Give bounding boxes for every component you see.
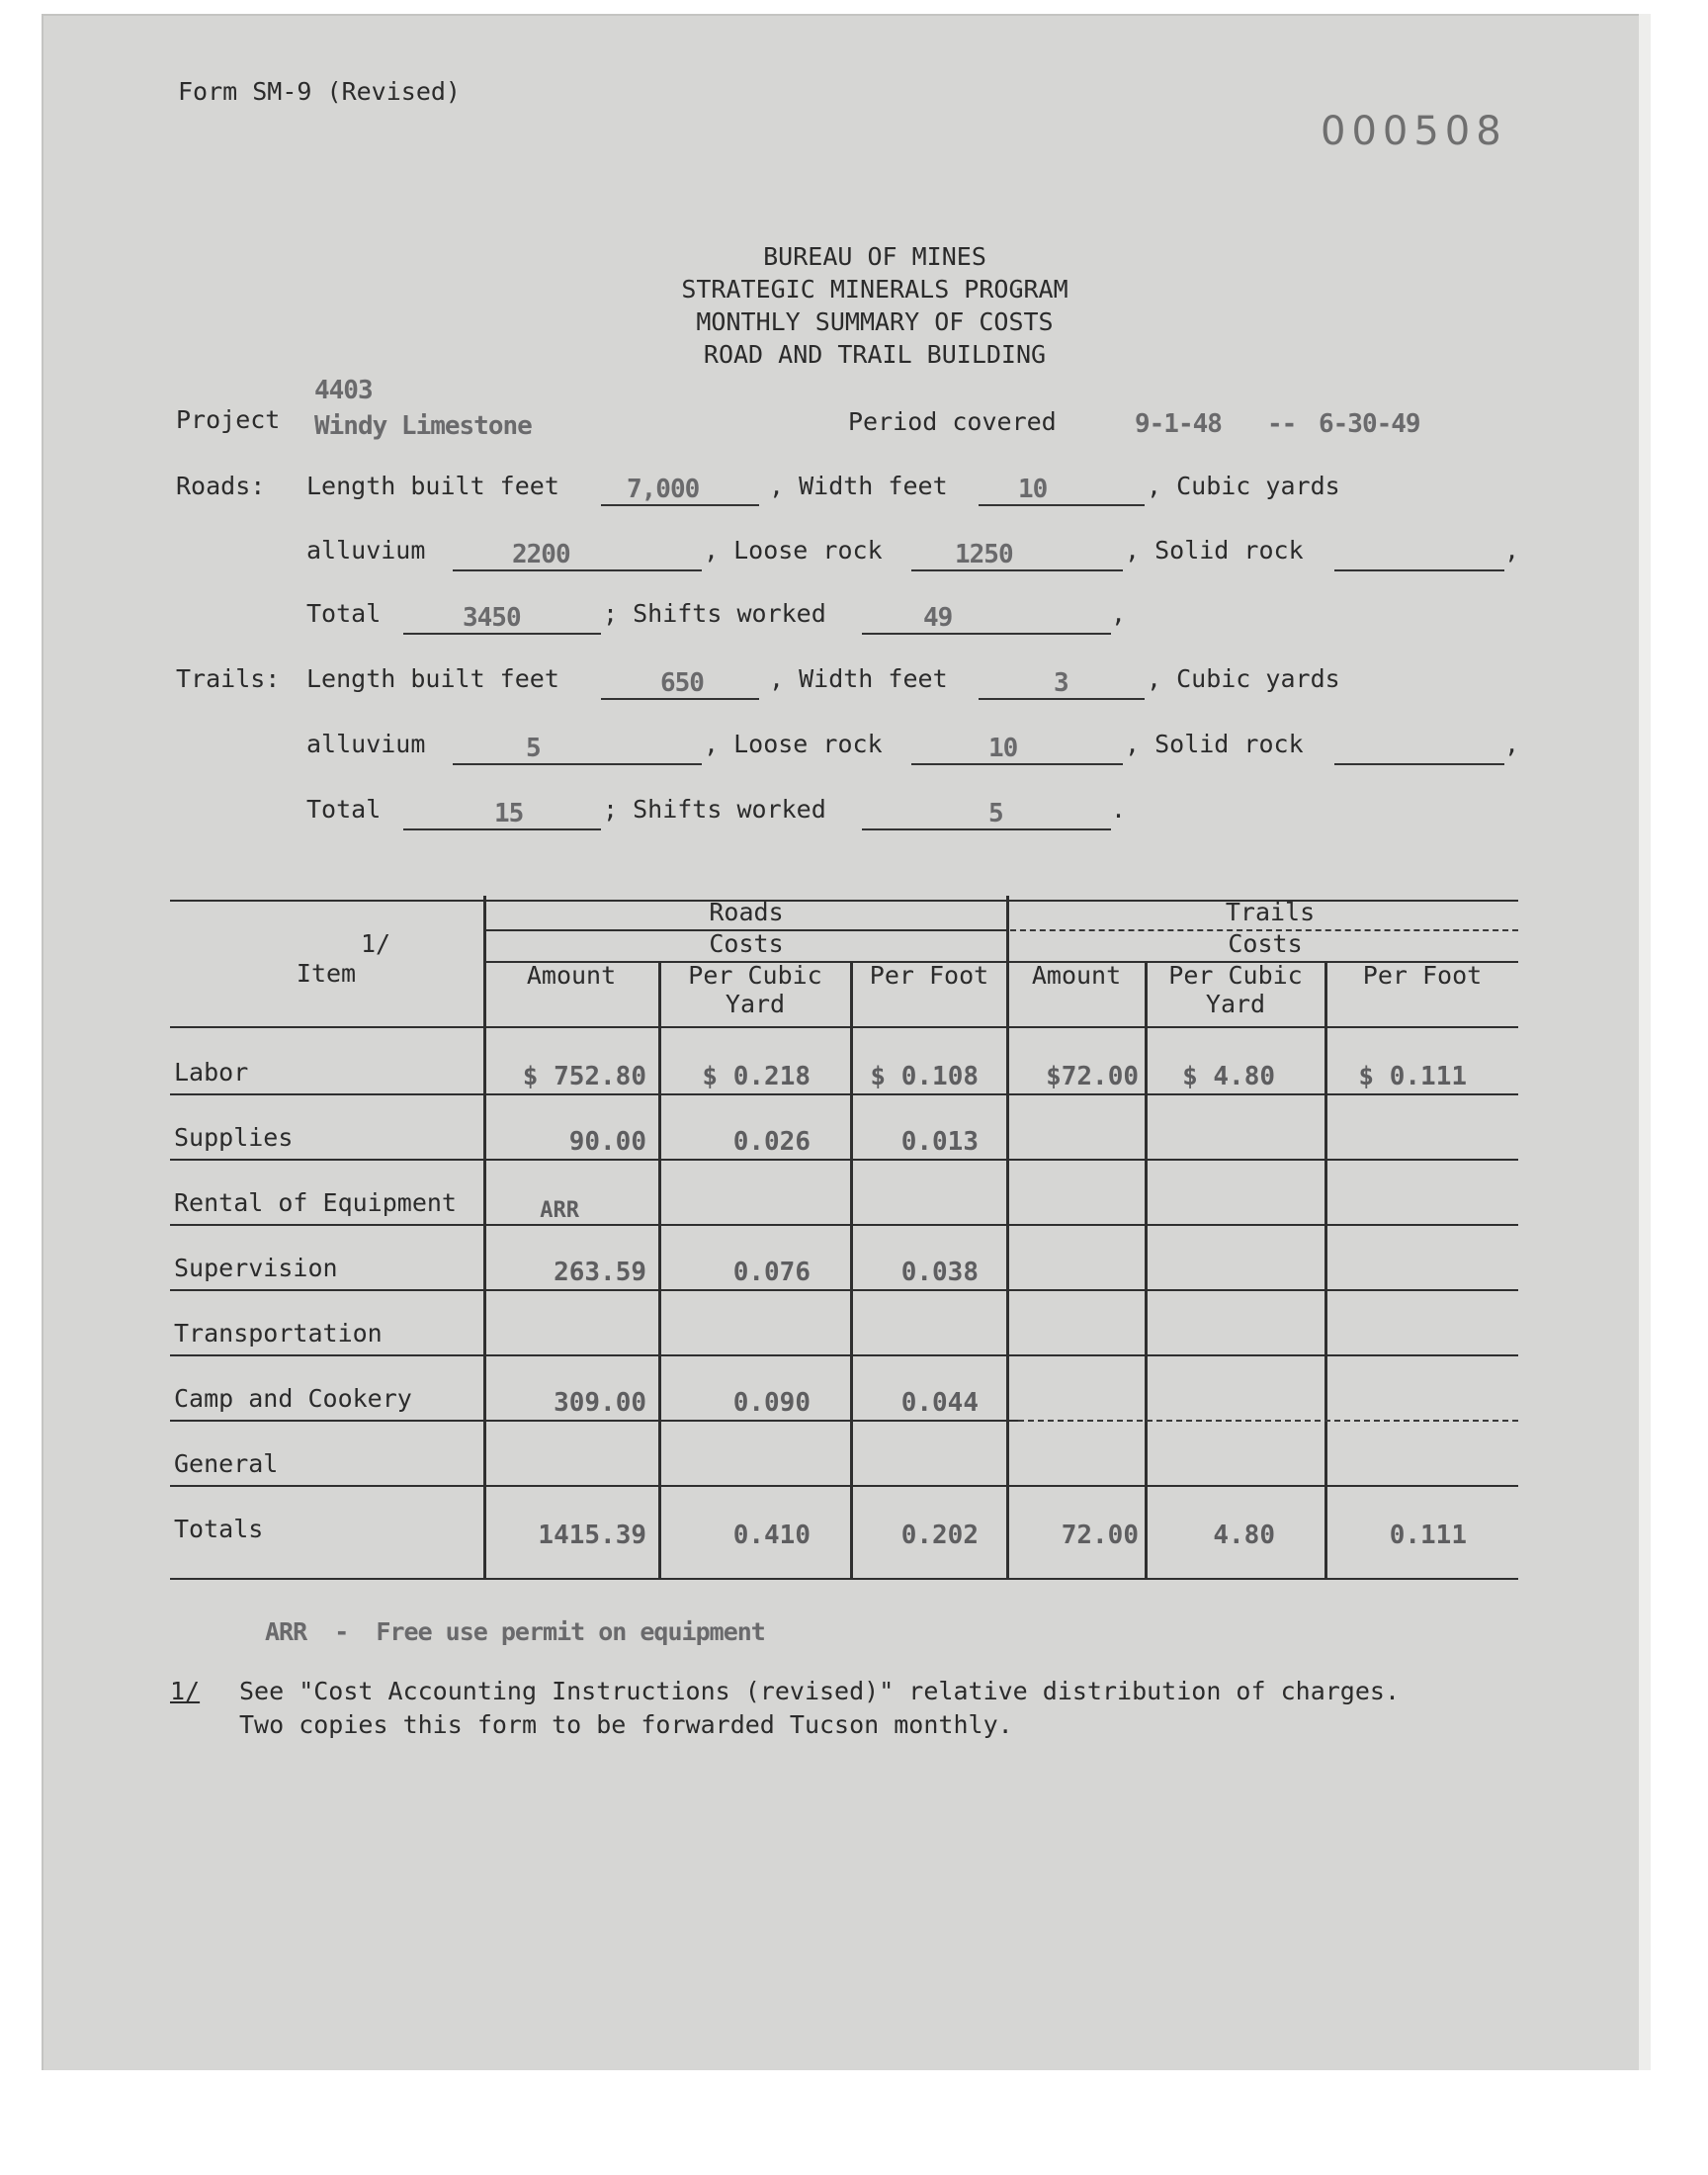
footnote-mark: 1/ [170,1677,201,1705]
row-totals-roads-cy: 0.410 [732,1521,811,1550]
trails-solid-line [1334,763,1504,765]
row-labor-roads-cy: $ 0.218 [702,1062,811,1091]
row-supplies-roads-ft: 0.013 [900,1127,979,1157]
roads-length-value: 7,000 [627,475,700,504]
row-rule [170,1354,1518,1356]
row-labor-roads-amount: $ 752.80 [522,1062,646,1091]
trails-total-line [403,828,601,830]
row-item-supplies: Supplies [174,1123,294,1152]
trails-total-value: 15 [494,799,524,828]
roads-shifts-line [862,633,1111,635]
trails-shifts-value: 5 [988,799,1003,828]
trails-end-mark: . [1111,795,1127,824]
arr-note: ARR - Free use permit on equipment [265,1617,765,1646]
trails-solid-label: , Solid rock [1125,730,1304,758]
roads-loose-line [911,569,1123,571]
roads-solid-label: , Solid rock [1125,536,1304,565]
stamp-number: 000508 [1321,109,1507,154]
trails-width-value: 3 [1054,668,1068,698]
trails-solid-comma: , [1504,730,1520,758]
row-supervision-roads-amount: 263.59 [554,1258,646,1287]
roads-width-value: 10 [1018,475,1048,504]
row-item-rental: Rental of Equipment [174,1188,457,1217]
row-rule [170,1420,1018,1422]
roads-total-label: Total [306,599,382,628]
row-rule [170,1093,1518,1095]
trails-alluvium-value: 5 [526,734,541,763]
row-item-camp: Camp and Cookery [174,1384,412,1413]
row-labor-trails-cy: $ 4.80 [1182,1062,1275,1091]
row-totals-roads-ft: 0.202 [900,1521,979,1550]
row-rule-dashed [1018,1420,1518,1422]
row-supervision-roads-cy: 0.076 [732,1258,811,1287]
roads-width-label: , Width feet [769,472,948,500]
period-sep: -- [1267,409,1297,439]
footnote-line-2: Two copies this form to be forwarded Tucson monthly. [239,1710,1013,1739]
trails-cubic-label: , Cubic yards [1147,664,1340,693]
roads-costs-header: Costs [709,929,784,958]
heading-line-4: ROAD AND TRAIL BUILDING [703,340,1047,369]
trails-length-line [601,698,759,700]
roads-alluvium-line [453,569,702,571]
roads-label: Roads: [176,472,266,500]
sheet-edge [1639,14,1651,2070]
roads-solid-line [1334,569,1504,571]
trails-width-line [979,698,1145,700]
roads-shifts-label: ; Shifts worked [603,599,826,628]
project-name: Windy Limestone [314,411,532,441]
trails-header: Trails [1225,898,1316,926]
trails-alluvium-line [453,763,702,765]
roads-col-amount: Amount [526,961,617,990]
vrule-item [483,896,486,1578]
trails-shifts-line [862,828,1111,830]
form-id: Form SM-9 (Revised) [178,77,461,106]
row-rule [170,1224,1518,1226]
roads-alluvium-value: 2200 [512,540,570,569]
project-label: Project [176,405,281,434]
item-footnote-ref: 1/ [360,929,391,958]
table-bottom-rule [170,1578,1518,1580]
row-labor-trails-ft: $ 0.111 [1358,1062,1467,1091]
row-item-labor: Labor [174,1058,249,1087]
vrule-trails [1006,896,1009,1578]
period-to: 6-30-49 [1319,409,1420,439]
trails-shifts-label: ; Shifts worked [603,795,826,824]
row-totals-trails-amount: 72.00 [1061,1521,1139,1550]
row-item-totals: Totals [174,1515,264,1543]
footnote-line-1: See "Cost Accounting Instructions (revised)" relative distribution of charges. [239,1677,1400,1705]
trails-length-value: 650 [660,668,704,698]
row-totals-roads-amount: 1415.39 [538,1521,646,1550]
heading-line-3: MONTHLY SUMMARY OF COSTS [696,307,1054,336]
roads-length-label: Length built feet [306,472,559,500]
roads-header: Roads [709,898,784,926]
row-supplies-roads-amount: 90.00 [568,1127,646,1157]
roads-alluvium-label: alluvium [306,536,426,565]
roads-loose-label: , Loose rock [704,536,883,565]
row-labor-trails-amount: $72.00 [1046,1062,1139,1091]
row-item-supervision: Supervision [174,1254,338,1282]
project-number: 4403 [314,376,373,405]
trails-length-label: Length built feet [306,664,559,693]
roads-cubic-label: , Cubic yards [1147,472,1340,500]
roads-solid-comma: , [1504,536,1520,565]
trails-col-amount: Amount [1031,961,1122,990]
period-label: Period covered [848,407,1057,436]
row-camp-roads-ft: 0.044 [900,1388,979,1418]
roads-end-mark: , [1111,599,1127,628]
trails-alluvium-label: alluvium [306,730,426,758]
row-totals-trails-ft: 0.111 [1389,1521,1467,1550]
trails-label: Trails: [176,664,281,693]
trails-loose-line [911,763,1123,765]
row-rule [170,1159,1518,1161]
roads-width-line [979,504,1145,506]
row-totals-trails-cy: 4.80 [1213,1521,1275,1550]
row-item-general: General [174,1449,279,1478]
header-bottom-rule [170,1026,1518,1028]
roads-col-per-cubic: Per Cubic Yard [688,961,822,1018]
row-supplies-roads-cy: 0.026 [732,1127,811,1157]
trails-col-per-foot: Per Foot [1362,961,1483,990]
roads-length-line [601,504,759,506]
row-item-transportation: Transportation [174,1319,383,1348]
heading-line-1: BUREAU OF MINES [763,242,986,271]
roads-col-per-foot: Per Foot [869,961,989,990]
roads-loose-value: 1250 [955,540,1013,569]
row-supervision-roads-ft: 0.038 [900,1258,979,1287]
row-camp-roads-cy: 0.090 [732,1388,811,1418]
roads-shifts-value: 49 [923,603,953,633]
period-from: 9-1-48 [1135,409,1222,439]
heading-line-2: STRATEGIC MINERALS PROGRAM [681,275,1068,304]
trails-loose-value: 10 [988,734,1018,763]
row-rule [170,1289,1518,1291]
trails-loose-label: , Loose rock [704,730,883,758]
roads-total-line [403,633,601,635]
row-rule [170,1485,1518,1487]
row-labor-roads-ft: $ 0.108 [870,1062,979,1091]
trails-col-per-cubic: Per Cubic Yard [1168,961,1303,1018]
trails-total-label: Total [306,795,382,824]
roads-total-value: 3450 [463,603,521,633]
trails-width-label: , Width feet [769,664,948,693]
row-rental-roads-amount: ARR [540,1198,579,1223]
row-camp-roads-amount: 309.00 [554,1388,646,1418]
trails-costs-header: Costs [1228,929,1303,958]
item-header: Item [296,959,357,988]
